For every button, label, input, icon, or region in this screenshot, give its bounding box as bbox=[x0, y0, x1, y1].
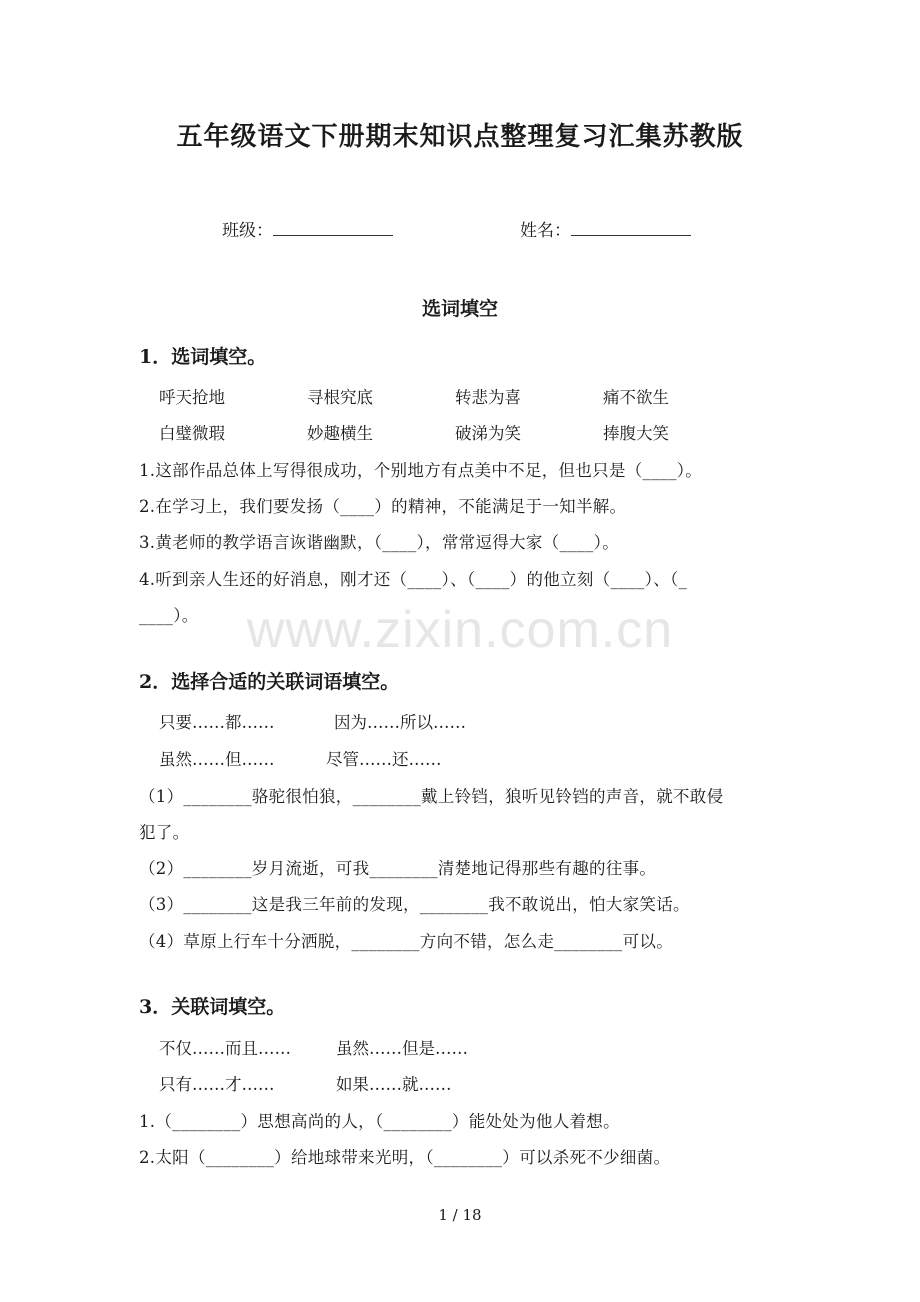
watermark: www.zixin.com.cn bbox=[246, 601, 674, 659]
name-field bbox=[520, 216, 691, 241]
q1-sentence: 1.这部作品总体上写得很成功，个别地方有点美中不足，但也只是（____）。 bbox=[139, 461, 703, 480]
page-number: 1 / 18 bbox=[438, 1206, 482, 1224]
q3-heading: 3．关联词填空。 bbox=[139, 996, 286, 1018]
q2-sentence: （3）________这是我三年前的发现，________我不敢说出，怕大家笑话。 bbox=[139, 895, 690, 914]
q1-word: 捧腹大笑 bbox=[603, 424, 669, 443]
q2-sentence: （2）________岁月流逝，可我________清楚地记得那些有趣的往事。 bbox=[139, 859, 657, 878]
q1-word: 白璧微瑕 bbox=[159, 424, 225, 443]
q2-sentence: 犯了。 bbox=[139, 823, 190, 842]
q3-option: 不仅……而且…… bbox=[159, 1039, 291, 1058]
q1-heading: 1．选词填空。 bbox=[139, 346, 267, 368]
q3-option: 如果……就…… bbox=[336, 1075, 452, 1094]
q2-heading: 2．选择合适的关联词语填空。 bbox=[139, 671, 400, 693]
q3-sentence: 2.太阳（________）给地球带来光明，（________）可以杀死不少细菌。 bbox=[139, 1148, 671, 1167]
q2-option: 尽管……还…… bbox=[326, 750, 442, 769]
q2-sentence: （1）________骆驼很怕狼，________戴上铃铛，狼听见铃铛的声音，就不敢侵 bbox=[139, 787, 724, 806]
q1-sentence: 2.在学习上，我们要发扬（____）的精神，不能满足于一知半解。 bbox=[139, 497, 627, 516]
q3-sentence: 1.（________）思想高尚的人，（________）能处处为他人着想。 bbox=[139, 1112, 620, 1131]
q2-sentence: （4）草原上行车十分洒脱，________方向不错，怎么走________可以。 bbox=[139, 932, 673, 951]
q1-sentence: 4.听到亲人生还的好消息，刚才还（____）、（____）的他立刻（____）、（_ bbox=[139, 570, 688, 589]
class-blank bbox=[273, 217, 393, 236]
q1-word: 寻根究底 bbox=[307, 388, 373, 407]
q2-option: 只要……都…… bbox=[159, 713, 275, 732]
name-blank bbox=[571, 217, 691, 236]
q1-word: 痛不欲生 bbox=[603, 388, 669, 407]
q1-word: 妙趣横生 bbox=[307, 424, 373, 443]
q2-option: 因为……所以…… bbox=[334, 713, 466, 732]
class-label: 班级： bbox=[222, 221, 273, 241]
document-title: 五年级语文下册期末知识点整理复习汇集苏教版 bbox=[176, 122, 744, 152]
name-label: 姓名： bbox=[520, 221, 571, 241]
class-field bbox=[222, 216, 393, 241]
q1-word: 破涕为笑 bbox=[455, 424, 521, 443]
q3-option: 虽然……但是…… bbox=[336, 1039, 468, 1058]
q1-word: 呼天抢地 bbox=[159, 388, 225, 407]
q3-option: 只有……才…… bbox=[159, 1075, 275, 1094]
q1-word: 转悲为喜 bbox=[455, 388, 521, 407]
q1-sentence: ____）。 bbox=[139, 606, 199, 625]
q1-sentence: 3.黄老师的教学语言诙谐幽默，（____），常常逗得大家（____）。 bbox=[139, 533, 619, 552]
q2-option: 虽然……但…… bbox=[159, 750, 275, 769]
section-title: 选词填空 bbox=[421, 298, 498, 320]
